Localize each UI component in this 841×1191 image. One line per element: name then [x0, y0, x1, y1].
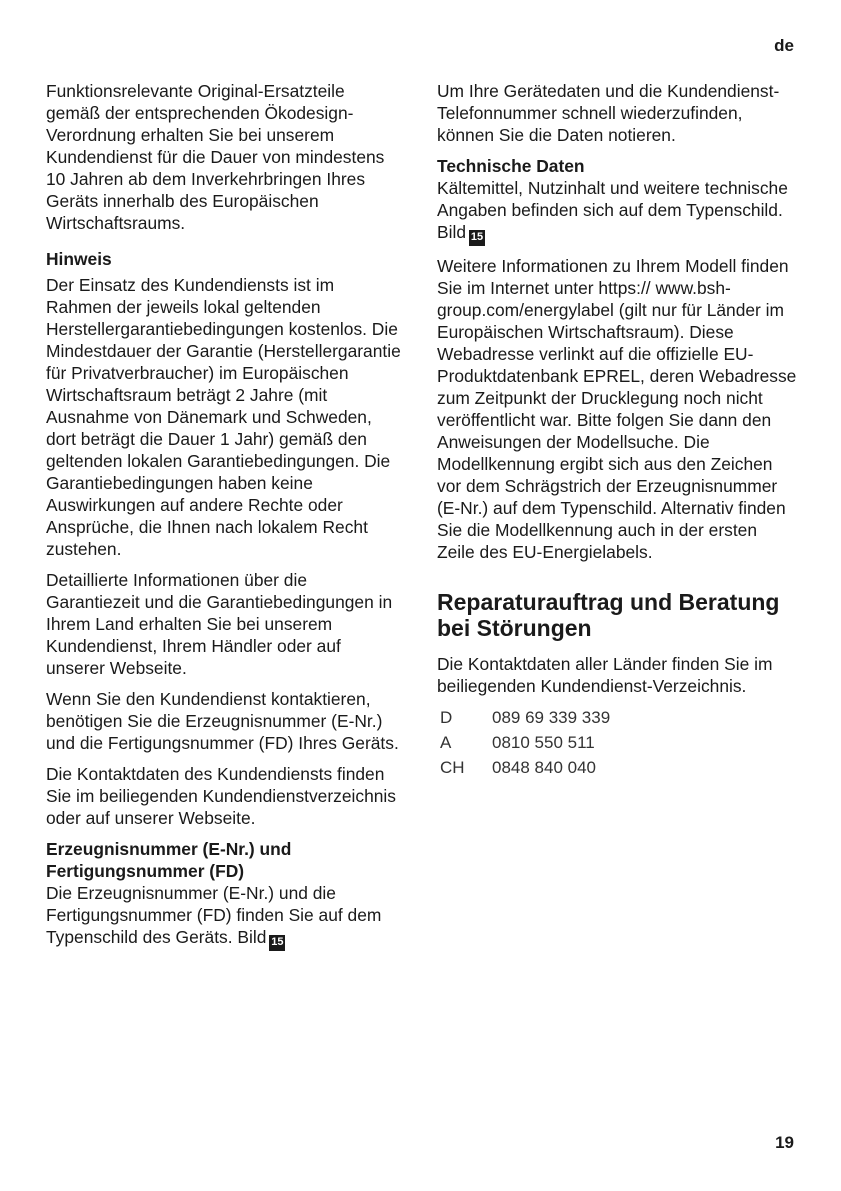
language-code: de [774, 36, 794, 55]
note-down-paragraph: Um Ihre Gerätedaten und die Kundendienst-Telefonnummer schnell wiederzufinden, können Sie die Daten notieren. [437, 81, 780, 145]
right-column [437, 80, 797, 782]
technical-data-heading: Technische Daten [437, 156, 585, 176]
figure-reference-badge: 15 [469, 230, 485, 246]
phone-number: 0810 550 511 [492, 733, 595, 752]
product-number-heading: Erzeugnisnummer (E-Nr.) und Fertigungsnummer (FD) [46, 839, 292, 881]
warranty-details-paragraph: Detaillierte Informationen über die Garantiezeit und die Garantiebedingungen in Ihrem Land erhalten Sie bei unserem Kundendienst, Ihrem Händler oder auf unserer Webseite. [46, 570, 393, 678]
repair-section-heading: Reparaturauftrag und Beratung bei Störungen [437, 589, 780, 641]
country-code: D [440, 708, 453, 727]
table-row [440, 707, 610, 732]
phone-number: 0848 840 040 [492, 758, 596, 777]
product-number-text: Die Erzeugnisnummer (E-Nr.) und die Fertigungsnummer (FD) finden Sie auf dem Typenschild des Geräts. Bild [46, 883, 382, 947]
page-number: 19 [775, 1133, 794, 1152]
product-number-paragraph [46, 882, 401, 951]
left-column [46, 80, 401, 960]
note-paragraph: Der Einsatz des Kundendiensts ist im Rahmen der jeweils lokal geltenden Herstellergarantiebedingungen kostenlos. Die Mindestdauer der Garantie (Herstellergarantie für Privatverbraucher) im Europäischen Wirtschaftsraum beträgt 2 Jahre (mit Ausnahme von Dänemark und Schweden, dort beträgt die Dauer 1 Jahr) gemäß den geltenden lokalen Garantiebedingungen. Die Garantiebedingungen haben keine Auswirkungen auf andere Rechte oder Ansprüche, die Ihnen nach lokalem Recht zustehen. [46, 275, 401, 559]
figure-reference-badge: 15 [269, 935, 285, 951]
repair-section-paragraph: Die Kontaktdaten aller Länder finden Sie im beiliegenden Kundendienst-Verzeichnis. [437, 654, 773, 696]
table-row [440, 757, 610, 782]
technical-data-paragraph [437, 177, 797, 246]
table-row [440, 732, 610, 757]
contact-data-paragraph: Die Kontaktdaten des Kundendiensts finden Sie im beiliegenden Kundendienstverzeichnis oder auf unserer Webseite. [46, 764, 396, 828]
model-info-paragraph: Weitere Informationen zu Ihrem Modell finden Sie im Internet unter https:// www.bsh-group.com/energylabel (gilt nur für Länder im Europäischen Wirtschaftsraum). Diese Webadresse verlinkt auf die offizielle EU-Produktdatenbank EPREL, deren Webadresse zum Zeitpunkt der Drucklegung noch nicht veröffentlicht war. Bitte folgen Sie dann den Anweisungen der Modellsuche. Die Modellkennung ergibt sich aus den Zeichen vor dem Schrägstrich der Erzeugnisnummer (E-Nr.) auf dem Typenschild. Alternativ finden Sie die Modellkennung auch in der ersten Zeile des EU-Energielabels. [437, 256, 797, 562]
country-code: A [440, 733, 452, 752]
service-contacts-table [440, 707, 610, 782]
technical-data-text: Kältemittel, Nutzinhalt und weitere technische Angaben befinden sich auf dem Typenschild. Bild [437, 178, 788, 242]
phone-number: 089 69 339 339 [492, 708, 611, 727]
country-code: CH [440, 758, 465, 777]
spare-parts-paragraph: Funktionsrelevante Original-Ersatzteile gemäß der entsprechenden Ökodesign-Verordnung erhalten Sie bei unserem Kundendienst für die Dauer von mindestens 10 Jahren ab dem Inverkehrbringen Ihres Geräts innerhalb des Europäischen Wirtschaftsraums. [46, 81, 385, 233]
contact-requirements-paragraph: Wenn Sie den Kundendienst kontaktieren, benötigen Sie die Erzeugnisnummer (E-Nr.) und die Fertigungsnummer (FD) Ihres Geräts. [46, 689, 399, 753]
note-heading: Hinweis [46, 249, 112, 269]
